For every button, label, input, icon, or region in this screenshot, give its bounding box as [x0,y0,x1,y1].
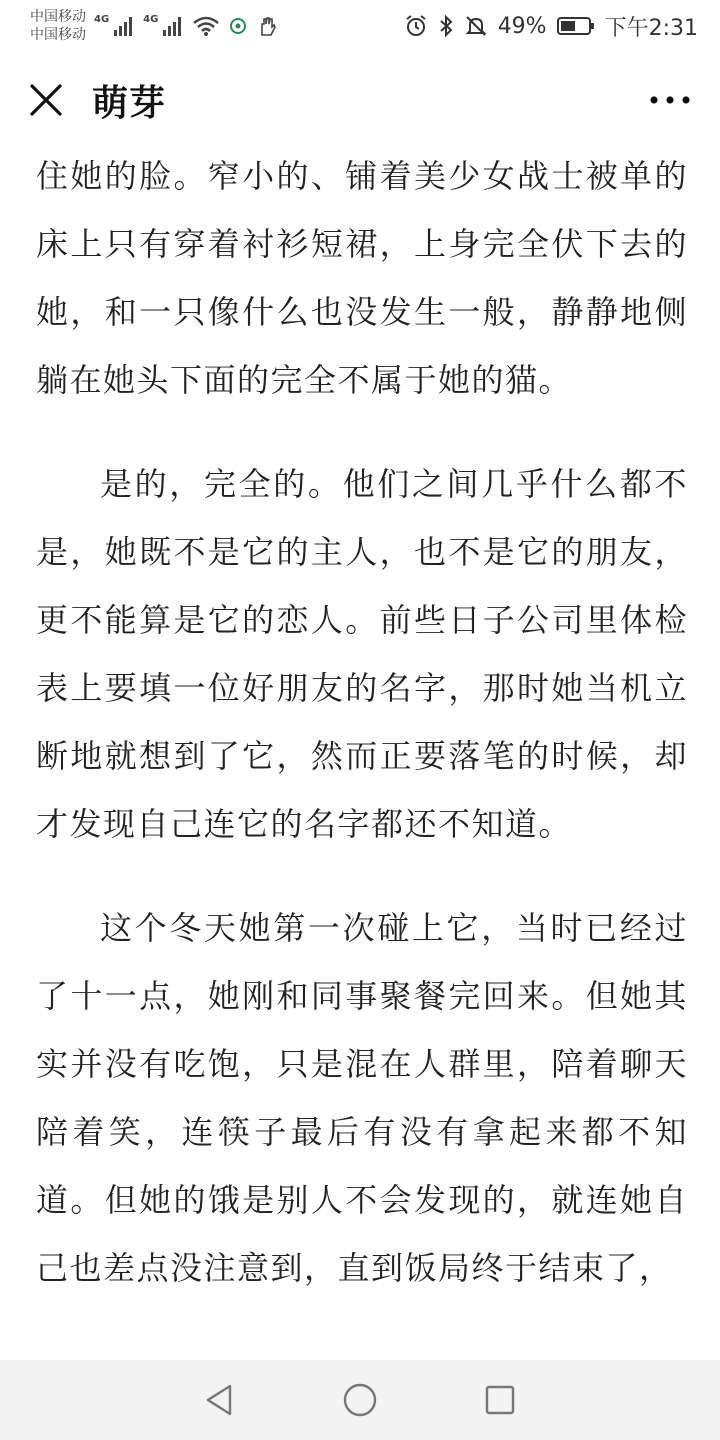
more-button[interactable] [642,80,698,120]
status-right [404,11,698,42]
more-icon [649,95,691,105]
mute-icon [464,14,488,38]
article-paragraph: 住她的脸。窄小的、铺着美少女战士被单的床上只有穿着衬衫短裙，上身完全伏下去的她，和一只像什么也没发生一般，静静地侧躺在她头下面的完全不属于她的猫。 [36,157,688,399]
hand-icon [256,15,278,37]
recents-square-icon [484,1384,516,1416]
alarm-icon [404,14,428,38]
battery-percent: 49% [497,13,547,39]
status-bar [0,0,720,52]
carrier-labels [30,8,86,44]
network-type-2: 4G [143,14,159,25]
signal-icon [113,15,135,37]
back-button[interactable] [190,1370,250,1430]
page-title: 萌芽 [92,82,167,124]
recents-button[interactable] [470,1370,530,1430]
battery-icon [557,16,595,36]
app-header [0,52,720,148]
home-button[interactable] [330,1370,390,1430]
back-triangle-icon [204,1383,236,1417]
signal-icon [162,15,184,37]
wifi-icon [192,15,220,37]
close-button[interactable] [26,80,66,120]
close-icon [29,83,63,117]
carrier-1: 中国移动 [30,9,86,25]
network-logo-icon [228,16,248,36]
clock: 下午2:31 [604,15,698,41]
status-left [30,8,278,44]
system-nav-bar [0,1360,720,1440]
article-body[interactable] [36,148,688,1360]
home-circle-icon [342,1382,378,1418]
article-paragraph: 是的，完全的。他们之间几乎什么都不是，她既不是它的主人，也不是它的朋友，更不能算是它的恋人。前些日子公司里体检表上要填一位好朋友的名字，那时她当机立断地就想到了它，然而正要落笔的时候，却才发现自己连它的名字都还不知道。 [36,465,688,843]
bluetooth-icon [438,14,454,38]
network-type-1: 4G [94,14,110,25]
carrier-2: 中国移动 [30,27,86,43]
article-paragraph: 这个冬天她第一次碰上它，当时已经过了十一点，她刚和同事聚餐完回来。但她其实并没有吃饱，只是混在人群里，陪着聊天陪着笑，连筷子最后有没有拿起来都不知道。但她的饿是别人不会发现的，就连她自己也差点没注意到，直到饭局终于结束了， [36,909,688,1287]
